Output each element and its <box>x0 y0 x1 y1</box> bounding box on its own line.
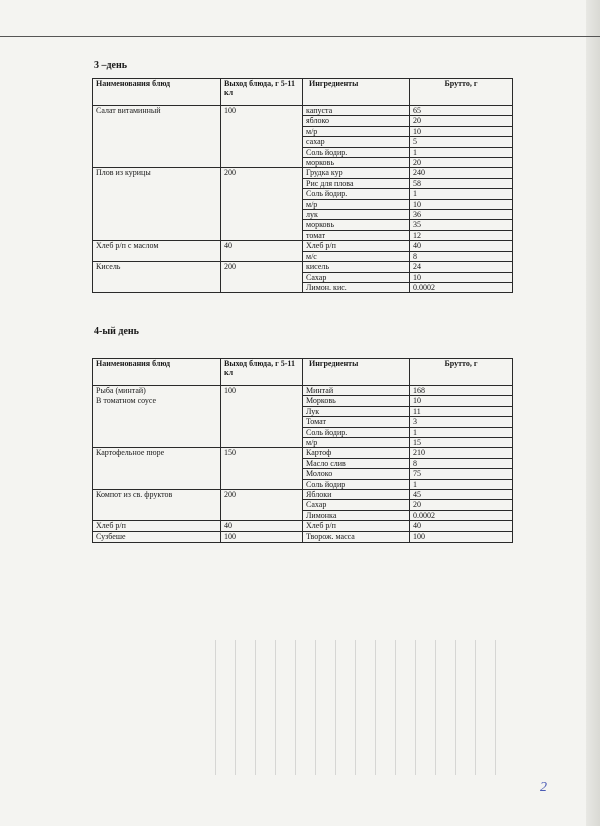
header-dish: Наименования блюд <box>93 79 221 106</box>
ingredient-brutto: 36 <box>410 210 513 220</box>
ingredient-brutto: 40 <box>410 521 513 532</box>
day3-menu-table <box>92 78 513 293</box>
ingredient-brutto: 240 <box>410 168 513 178</box>
day3-title: 3 –день <box>94 60 128 71</box>
table-row <box>93 262 513 272</box>
ingredient-name: яблоко <box>303 116 410 126</box>
dish-name: Рыба (минтай) В томатном соусе <box>93 386 221 448</box>
ingredient-name: Морковь <box>303 396 410 406</box>
dish-output: 200 <box>221 262 303 293</box>
ingredient-brutto: 20 <box>410 500 513 510</box>
header-ingredients: Ингредиенты <box>303 359 410 386</box>
dish-output: 100 <box>221 386 303 448</box>
dish-name: Кисель <box>93 262 221 293</box>
ingredient-brutto: 168 <box>410 386 513 396</box>
ingredient-name: Соль йодир. <box>303 427 410 437</box>
ingredient-brutto: 58 <box>410 178 513 188</box>
header-brutto: Брутто, г <box>410 79 513 106</box>
header-output: Выход блюда, г 5-11 кл <box>221 79 303 106</box>
table-row <box>93 241 513 251</box>
ingredient-brutto: 1 <box>410 427 513 437</box>
ingredient-name: м/с <box>303 251 410 261</box>
ingredient-name: Сахар <box>303 272 410 282</box>
dish-output: 40 <box>221 241 303 262</box>
ingredient-name: м/р <box>303 126 410 136</box>
ingredient-name: Картоф <box>303 448 410 458</box>
ingredient-name: Томат <box>303 417 410 427</box>
page-edge <box>586 0 600 826</box>
ingredient-name: морковь <box>303 220 410 230</box>
ingredient-brutto: 35 <box>410 220 513 230</box>
ingredient-brutto: 24 <box>410 262 513 272</box>
ingredient-name: Хлеб р/п <box>303 241 410 251</box>
dish-output: 100 <box>221 532 303 543</box>
table-row <box>93 168 513 178</box>
ingredient-brutto: 8 <box>410 251 513 261</box>
ingredient-name: Творож. масса <box>303 532 410 543</box>
ingredient-name: Масло слив <box>303 458 410 468</box>
ingredient-name: м/р <box>303 199 410 209</box>
ingredient-brutto: 8 <box>410 458 513 468</box>
table-row <box>93 521 513 532</box>
dish-output: 150 <box>221 448 303 490</box>
ingredient-name: Рис для плова <box>303 178 410 188</box>
ingredient-name: Минтай <box>303 386 410 396</box>
dish-name: Компот из св. фруктов <box>93 490 221 521</box>
table-row <box>93 490 513 500</box>
dish-output: 200 <box>221 490 303 521</box>
ingredient-brutto: 11 <box>410 406 513 416</box>
ingredient-brutto: 20 <box>410 116 513 126</box>
header-brutto: Брутто, г <box>410 359 513 386</box>
table-row <box>93 106 513 116</box>
ingredient-brutto: 1 <box>410 189 513 199</box>
ingredient-name: сахар <box>303 137 410 147</box>
top-rule <box>0 36 600 37</box>
ingredient-name: м/р <box>303 438 410 448</box>
dish-output: 200 <box>221 168 303 241</box>
ingredient-brutto: 75 <box>410 469 513 479</box>
ingredient-name: Яблоки <box>303 490 410 500</box>
ingredient-brutto: 10 <box>410 272 513 282</box>
ingredient-brutto: 10 <box>410 396 513 406</box>
table-header-row <box>93 359 513 386</box>
ingredient-brutto: 1 <box>410 479 513 489</box>
ingredient-brutto: 1 <box>410 147 513 157</box>
ingredient-brutto: 40 <box>410 241 513 251</box>
ingredient-brutto: 10 <box>410 126 513 136</box>
ingredient-brutto: 5 <box>410 137 513 147</box>
ingredient-name: морковь <box>303 158 410 168</box>
ingredient-brutto: 100 <box>410 532 513 543</box>
dish-name: Хлеб р/п <box>93 521 221 532</box>
table-row <box>93 448 513 458</box>
ingredient-brutto: 210 <box>410 448 513 458</box>
dish-name: Картофельное пюре <box>93 448 221 490</box>
ingredient-name: томат <box>303 230 410 240</box>
dish-output: 40 <box>221 521 303 532</box>
dish-name: Плов из курицы <box>93 168 221 241</box>
ingredient-name: Соль йодир. <box>303 147 410 157</box>
ingredient-name: Соль йодир <box>303 479 410 489</box>
ingredient-brutto: 20 <box>410 158 513 168</box>
ingredient-brutto: 15 <box>410 438 513 448</box>
header-dish: Наименования блюд <box>93 359 221 386</box>
ingredient-name: кисель <box>303 262 410 272</box>
ingredient-name: капуста <box>303 106 410 116</box>
day4-title: 4-ый день <box>94 326 139 337</box>
dish-name: Хлеб р/п с маслом <box>93 241 221 262</box>
table-row <box>93 532 513 543</box>
ingredient-name: Хлеб р/п <box>303 521 410 532</box>
ingredient-name: Лимонка <box>303 510 410 520</box>
day4-menu-table <box>92 358 513 543</box>
ingredient-name: Лук <box>303 406 410 416</box>
ingredient-brutto: 45 <box>410 490 513 500</box>
ingredient-brutto: 0.0002 <box>410 510 513 520</box>
table-row <box>93 386 513 396</box>
ingredient-name: лук <box>303 210 410 220</box>
ingredient-name: Грудка кур <box>303 168 410 178</box>
header-output: Выход блюда, г 5-11 кл <box>221 359 303 386</box>
ingredient-brutto: 12 <box>410 230 513 240</box>
header-ingredients: Ингредиенты <box>303 79 410 106</box>
ingredient-name: Лимон. кис. <box>303 282 410 292</box>
ingredient-brutto: 65 <box>410 106 513 116</box>
ingredient-name: Сахар <box>303 500 410 510</box>
ingredient-name: Соль йодир. <box>303 189 410 199</box>
dish-name: Сузбеше <box>93 532 221 543</box>
ingredient-name: Молоко <box>303 469 410 479</box>
ingredient-brutto: 3 <box>410 417 513 427</box>
ingredient-brutto: 0.0002 <box>410 282 513 292</box>
table-header-row <box>93 79 513 106</box>
dish-name: Салат витаминный <box>93 106 221 168</box>
ingredient-brutto: 10 <box>410 199 513 209</box>
page-number: 2 <box>540 780 547 795</box>
bleed-through-lines <box>215 640 505 775</box>
dish-output: 100 <box>221 106 303 168</box>
